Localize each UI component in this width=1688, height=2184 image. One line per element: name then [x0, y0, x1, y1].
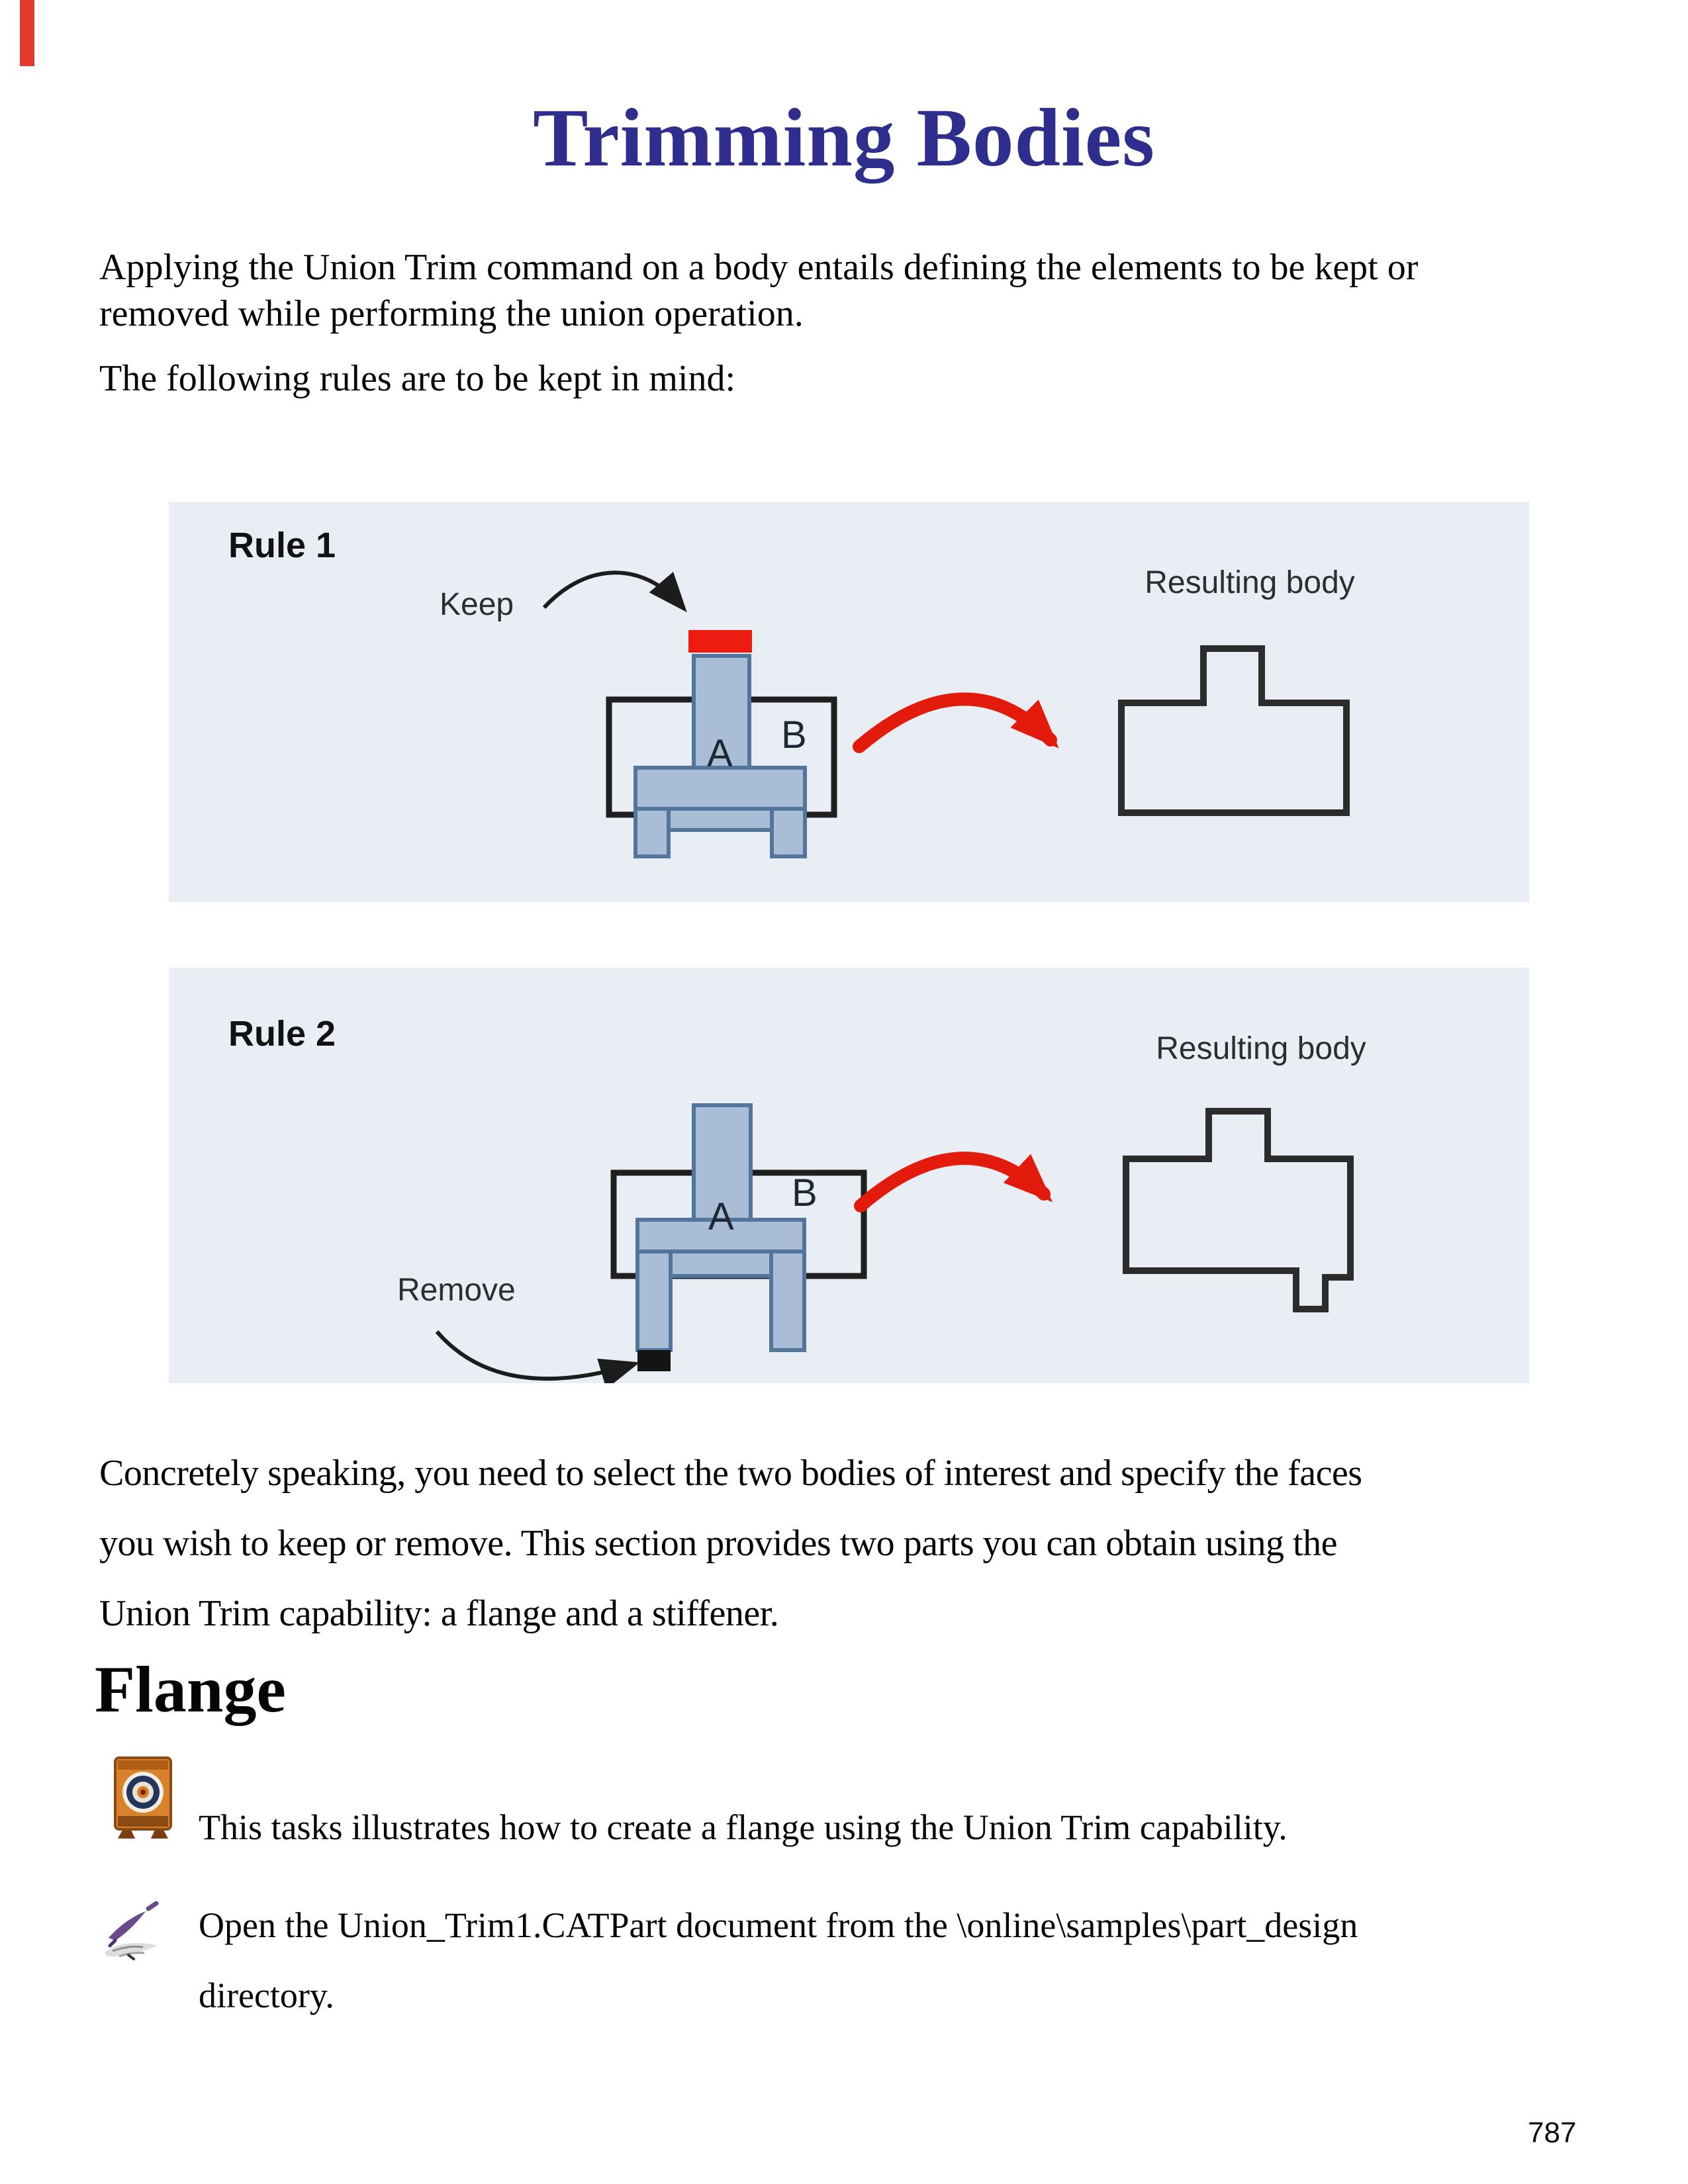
rule2-diagram [169, 968, 1529, 1383]
rule1-diagram [169, 502, 1529, 902]
flange-heading: Flange [95, 1653, 286, 1726]
keep-arrow [544, 572, 682, 608]
body-a-left-leg [637, 1251, 671, 1350]
body-a-right-leg [772, 809, 805, 856]
remove-arrow [437, 1332, 632, 1379]
open-text-line-2: directory. [199, 1976, 334, 2015]
rule1-resulting-body-label: Resulting body [1145, 565, 1355, 600]
body-a-rung [669, 809, 772, 830]
middle-line-3: Union Trim capability: a flange and a stiffener. [99, 1593, 779, 1634]
intro-line-2: removed while performing the union operation. [99, 293, 804, 334]
rule2-label-a: A [708, 1195, 734, 1238]
rule2-figure [169, 968, 1529, 1383]
rule2-label: Rule 2 [228, 1014, 336, 1054]
red-margin-marker [20, 0, 34, 66]
rule2-result-arrow [861, 1158, 1044, 1206]
middle-line-2: you wish to keep or remove. This section provides two parts you can obtain using the [99, 1523, 1337, 1564]
intro-line-1: Applying the Union Trim command on a body entails defining the elements to be kept or [99, 247, 1419, 288]
page-number: 787 [1528, 2116, 1577, 2149]
page-title: Trimming Bodies [533, 93, 1155, 184]
open-document-quill-icon [99, 1897, 164, 1966]
rule1-result-arrow [859, 699, 1051, 747]
removed-face-highlight [637, 1350, 671, 1371]
intro-note: The following rules are to be kept in mind: [99, 358, 736, 399]
remove-label: Remove [397, 1273, 516, 1308]
rule1-figure [169, 502, 1529, 902]
task-text: This tasks illustrates how to create a flange using the Union Trim capability. [199, 1807, 1288, 1847]
rule2-resulting-body-shape [1126, 1111, 1350, 1309]
open-text-line-1: Open the Union_Trim1.CATPart document from the \online\samples\part_design [199, 1905, 1358, 1945]
rule1-label-a: A [707, 732, 733, 775]
rule1-resulting-body-shape [1121, 649, 1346, 813]
body-a-right-leg [771, 1251, 804, 1350]
keep-label: Keep [440, 587, 514, 622]
rule1-label-b: B [781, 713, 807, 756]
body-a-left-leg [635, 809, 669, 856]
task-target-icon [111, 1755, 175, 1850]
middle-line-1: Concretely speaking, you need to select the two bodies of interest and specify the faces [99, 1453, 1362, 1494]
rule1-label: Rule 1 [228, 525, 336, 565]
rule2-resulting-body-label: Resulting body [1156, 1031, 1366, 1066]
kept-face-highlight [688, 630, 752, 653]
body-a-rung [671, 1251, 771, 1276]
rule2-label-b: B [792, 1171, 818, 1214]
